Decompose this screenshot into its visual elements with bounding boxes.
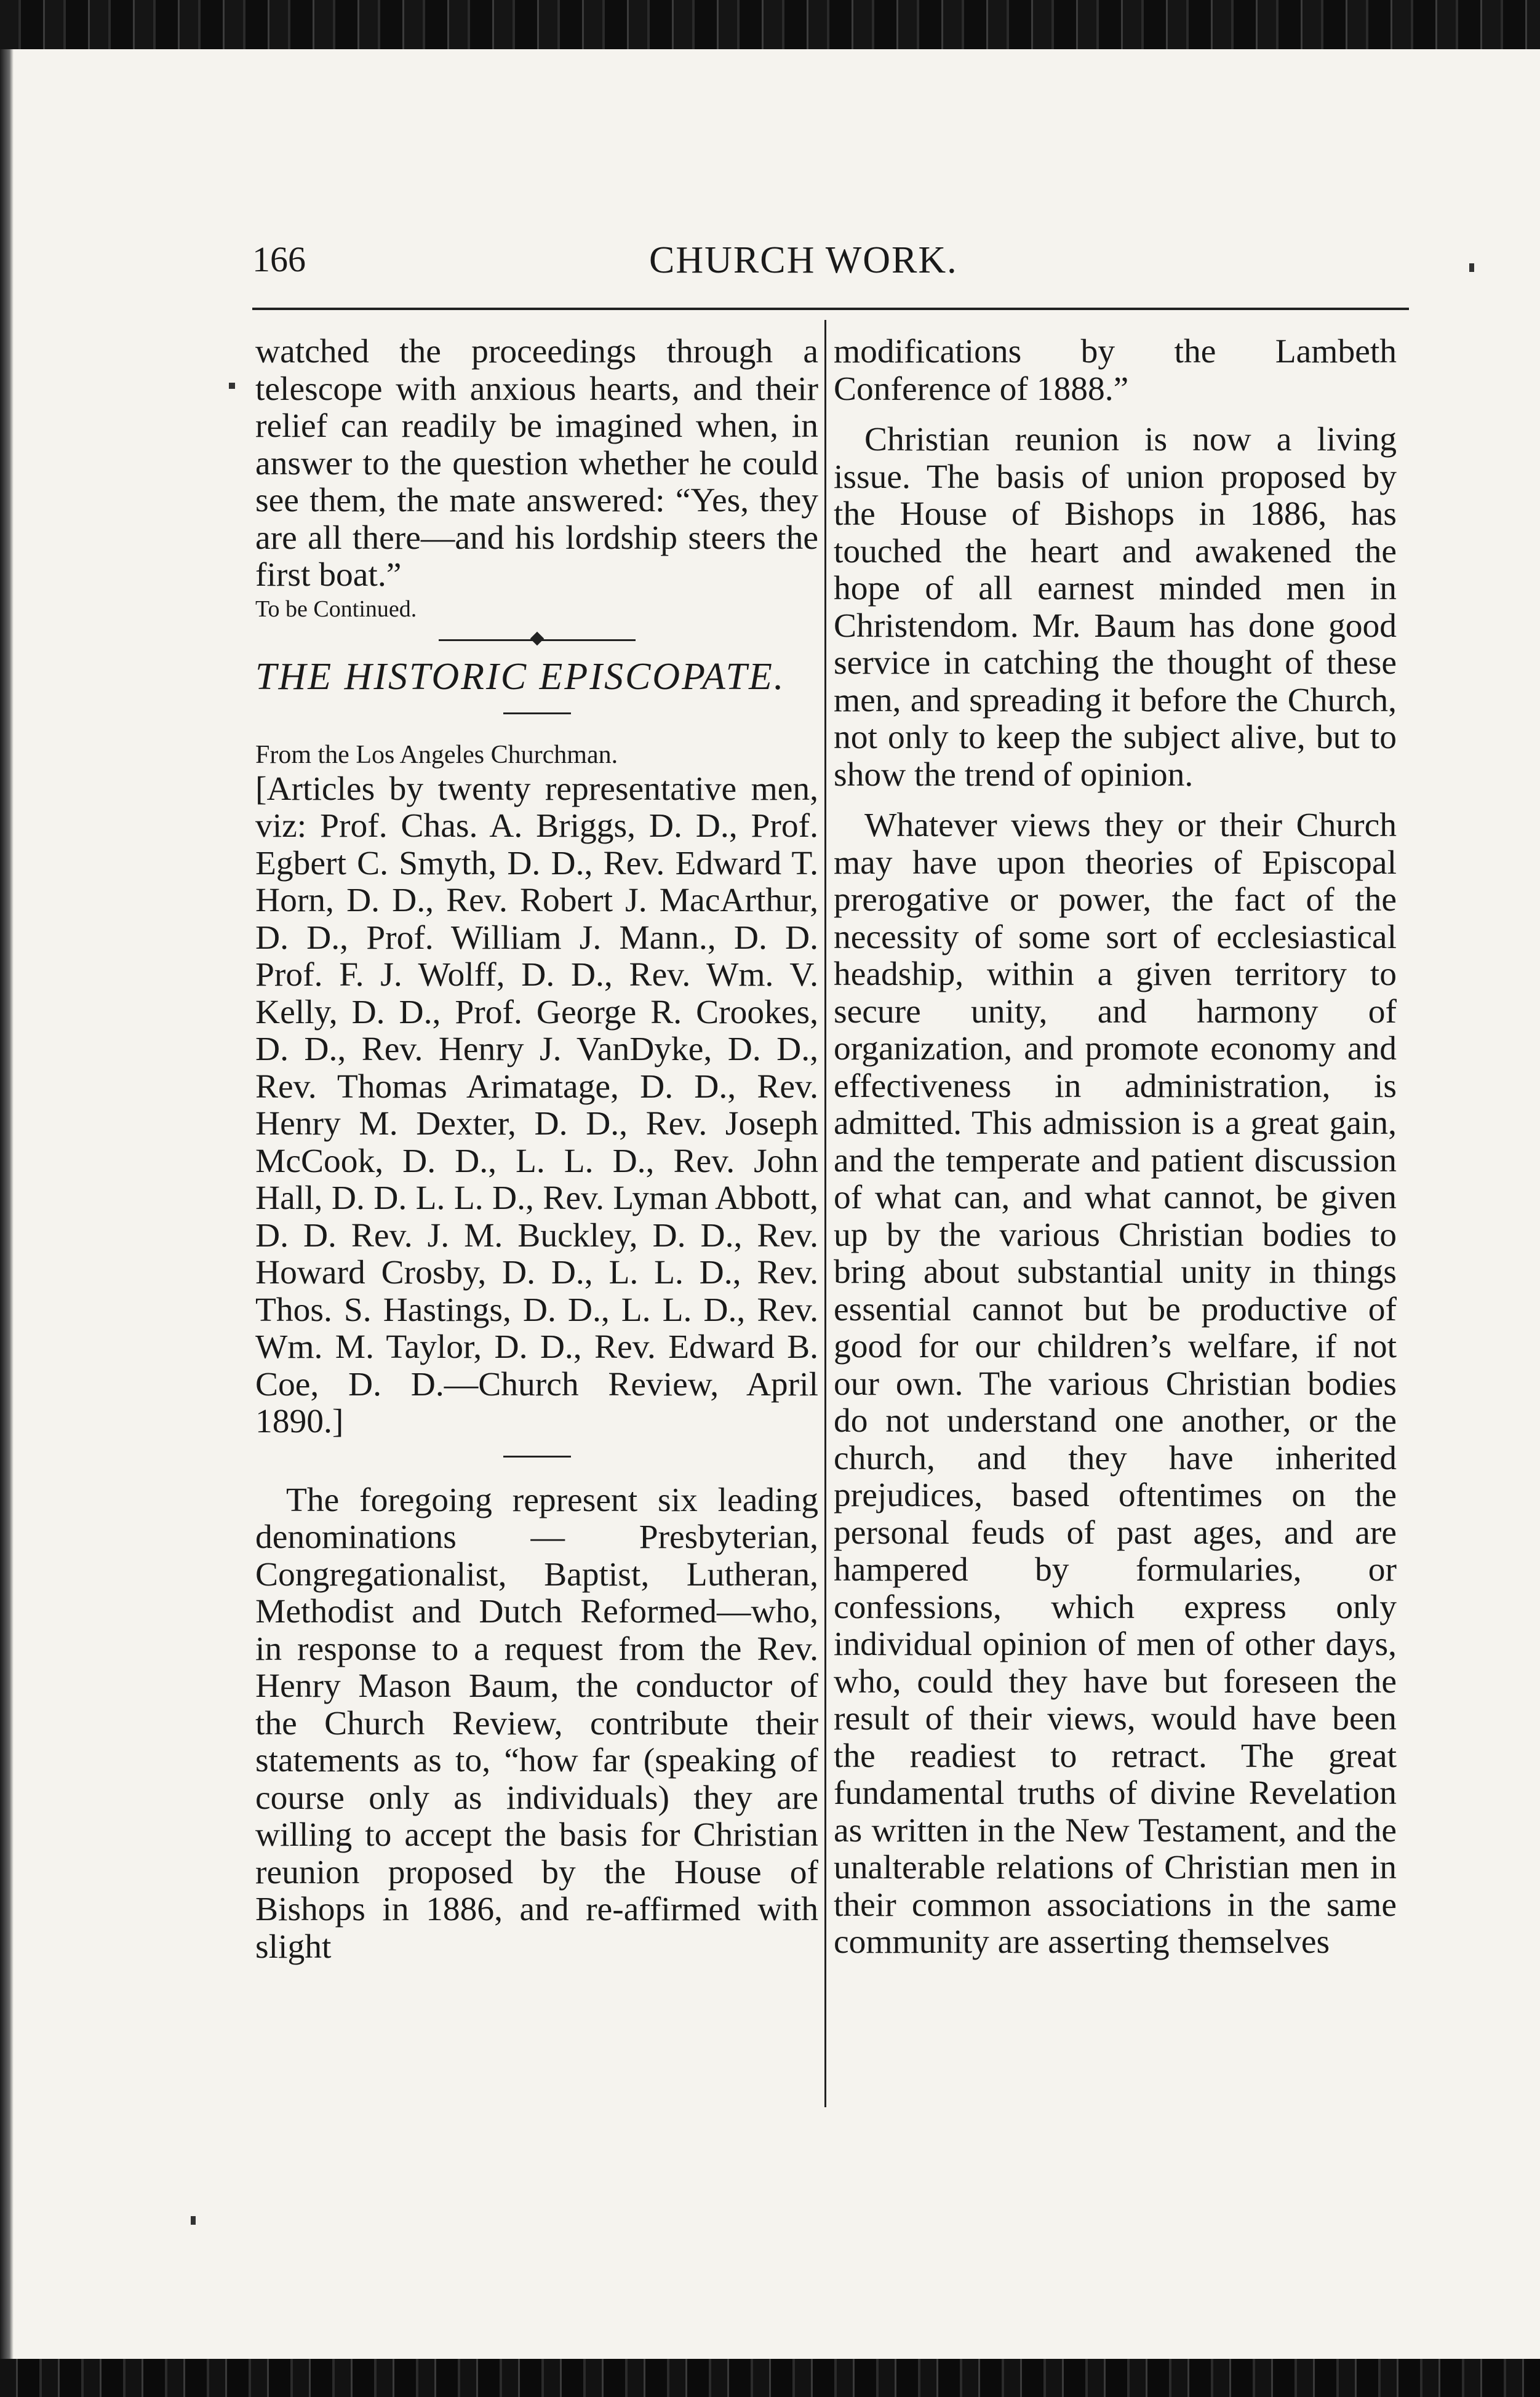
journal-title: CHURCH WORK. (649, 239, 958, 281)
paragraph-gap (834, 408, 1397, 421)
right-paragraph-2: Christian reunion is now a living issue. The basis of union proposed by the House of Bishops in 1886, has touched the heart and awakened the hope of all earnest minded men in Christendom. Mr. Baum has done good service in catching the thought of these men, and spreading it before the Church, not only to keep the subject alive, but to show the trend of opinion. (834, 421, 1397, 794)
running-head (252, 239, 1409, 288)
right-paragraph-1: modifications by the Lambeth Conference of 1888.” (834, 333, 1397, 408)
article-title: THE HISTORIC EPISCOPATE. (255, 655, 786, 698)
ink-speck (191, 2216, 196, 2225)
scan-border-left (0, 49, 14, 2359)
right-paragraph-3: Whatever views they or their Church may have upon theories of Episcopal prerogative or power, the fact of the necessity of some sort of ecclesiastical headship, within a given territory to secure unity, and harmony of organization, and promote economy and effectiveness in administration, is admitted. This admission is a great gain, and the temperate and patient discussion of what can, and what cannot, be given up by the various Christian bodies to bring about substantial unity in things essential cannot but be productive of good for our children’s welfare, if not our own. The various Christian bodies do not understand one another, or the church, and they have inherited prejudices, based oftentimes on the personal feuds of past ages, and are hampered by formularies, or confessions, which express only individual opinion of men of other days, who, could they have but foreseen the result of their views, would have been the readiest to retract. The great fundamental truths of divine Revelation as written in the New Testament, and the unalterable relations of Christian men in their common associations in the same community are asserting themselves (834, 807, 1397, 1961)
column-divider (824, 320, 826, 2107)
article-source: From the Los Angeles Churchman. (255, 740, 618, 769)
continued-paragraph: watched the proceedings through a telescope with anxious hearts, and their relief can readily be imagined when, in answer to the question whether he could see them, the mate answered: “Yes, they are all there—and his lordship steers the first boat.” (255, 333, 818, 594)
page-number: 166 (252, 239, 306, 279)
paragraph-gap (834, 794, 1397, 807)
scan-border-top (0, 0, 1540, 49)
ink-speck (1469, 263, 1474, 272)
ornament-divider (439, 628, 636, 652)
foregoing-paragraph: The foregoing represent six leading denominations — Presbyterian, Congregationalist, Baptist, Lutheran, Methodist and Dutch Reformed—who, in response to a request from the Rev. Henry Mason Baum, the conductor of the Church Review, contribute their statements as to, “how far (speaking of course only as individuals) they are willing to accept the basis for Christian reunion proposed by the House of Bishops in 1886, and re-affirmed with slight (255, 1481, 818, 1966)
bracket-note: [Articles by twenty representative men, viz: Prof. Chas. A. Briggs, D. D., Prof. Egbert C. Smyth, D. D., Rev. Edward T. Horn, D. D., Rev. Robert J. MacArthur, D. D., Prof. William J. Mann., D. D. Prof. F. J. Wolff, D. D., Rev. Wm. V. Kelly, D. D., Prof. George R. Crookes, D. D., Rev. Henry J. VanDyke, D. D., Rev. Thomas Arimatage, D. D., Rev. Henry M. Dexter, D. D., Rev. Joseph McCook, D. D., L. L. D., Rev. John Hall, D. D. L. L. D., Rev. Lyman Abbott, D. D. Rev. J. M. Buckley, D. D., Rev. Howard Crosby, D. D., L. L. D., Rev. Thos. S. Hastings, D. D., L. L. D., Rev. Wm. M. Taylor, D. D., Rev. Edward B. Coe, D. D.—Church Review, April 1890.] (255, 770, 818, 1440)
ornament-diamond (530, 631, 544, 645)
right-column (834, 333, 1397, 1961)
ink-speck (229, 383, 235, 389)
to-be-continued: To be Continued. (255, 596, 417, 622)
scan-border-bottom (0, 2359, 1540, 2397)
header-rule (252, 308, 1409, 310)
short-rule (503, 1456, 571, 1458)
short-rule (503, 712, 571, 714)
left-column (255, 333, 818, 1966)
